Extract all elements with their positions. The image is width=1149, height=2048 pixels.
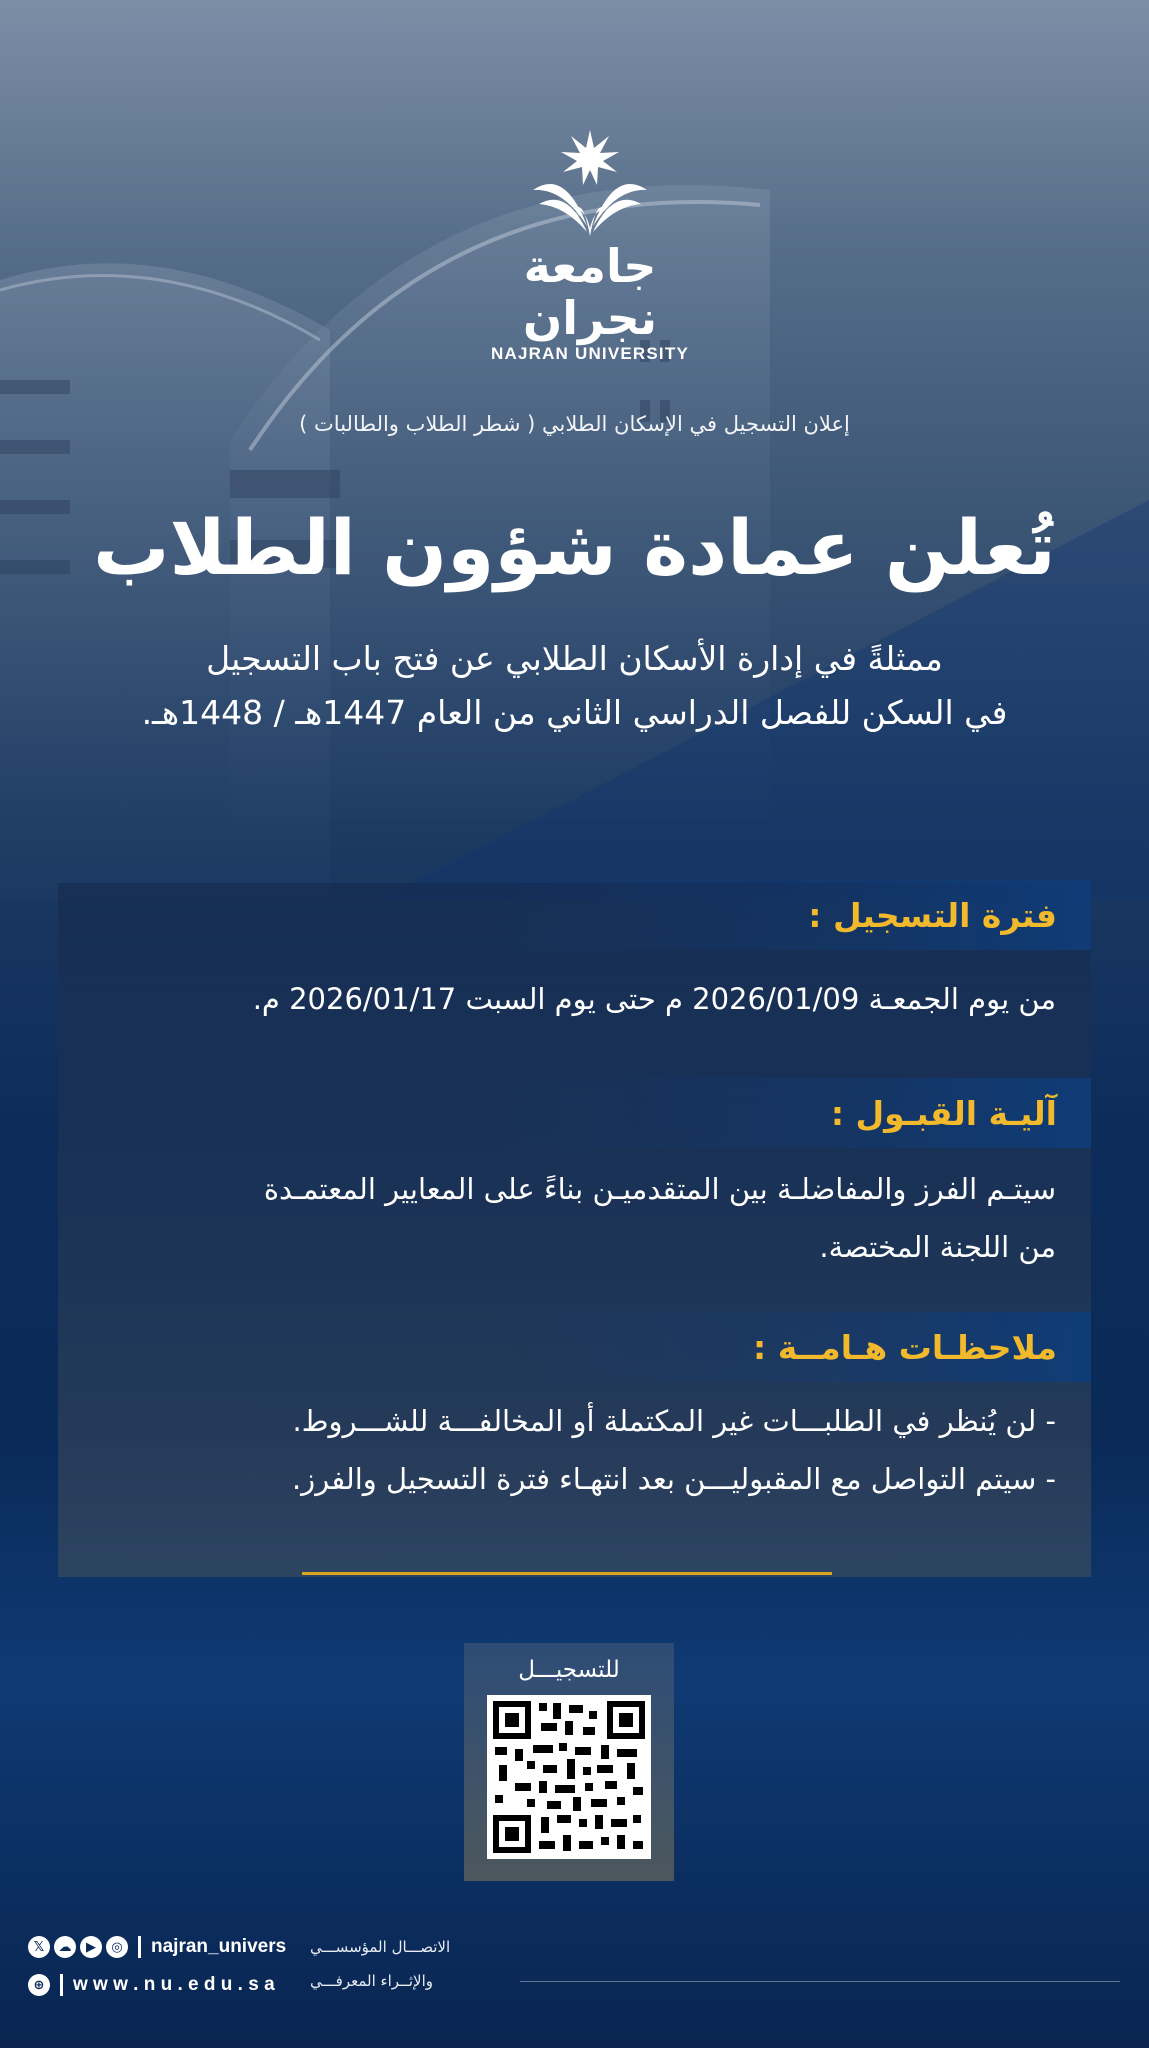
social-row <box>28 1930 286 1964</box>
department-line-2: والإثــراء المعرفـــي <box>310 1972 433 1990</box>
registration-period-text: من يوم الجمعـة 2026/01/09 م حتى يوم السبت 2026/01/17 م. <box>252 982 1056 1016</box>
website-row <box>28 1968 275 2002</box>
globe-icon: ⊕ <box>28 1974 50 1996</box>
university-logo <box>470 128 710 363</box>
announcement-intro <box>0 632 1149 740</box>
department-line-1: الاتصـــال المؤسســـي <box>310 1938 451 1956</box>
soundcloud-icon[interactable]: ☁ <box>54 1936 76 1958</box>
announcement-title: تُعلن عمادة شؤون الطلاب <box>93 503 1056 592</box>
footer-separator <box>138 1936 141 1958</box>
star-crest-icon <box>525 128 655 238</box>
qr-section <box>464 1643 674 1881</box>
notes-heading-bar <box>497 1312 1091 1382</box>
university-name-arabic: جامعة نجران <box>522 239 658 345</box>
qr-label: للتسجيـــل <box>518 1657 620 1683</box>
announcement-subtitle: إعلان التسجيل في الإسكان الطلابي ( شطر الطلاب والطالبات ) <box>299 412 850 436</box>
acceptance-line-1: سيتـم الفرز والمفاضلـة بين المتقدميـن بناءً على المعايير المعتمـدة <box>263 1172 1056 1206</box>
website-link[interactable]: w w w . n u . e d u . s a <box>73 1974 275 1995</box>
registration-heading-bar <box>497 880 1091 950</box>
instagram-icon[interactable]: ◎ <box>106 1936 128 1958</box>
gold-divider <box>302 1572 832 1575</box>
registration-heading: فترة التسجيل : <box>808 895 1057 935</box>
x-icon[interactable]: 𝕏 <box>28 1936 50 1958</box>
footer <box>0 1930 1149 2020</box>
registration-qr-code[interactable] <box>487 1695 651 1859</box>
note-item-1: - لن يُنظر في الطلبـــات غير المكتملة أو المخالفـــة للشـــروط. <box>292 1404 1056 1438</box>
acceptance-heading-bar <box>497 1078 1091 1148</box>
intro-line-2: في السكن للفصل الدراسي الثاني من العام 1447هـ / 1448هـ. <box>141 693 1008 732</box>
acceptance-heading: آليـة القبـول : <box>830 1093 1057 1133</box>
youtube-icon[interactable]: ▶ <box>80 1936 102 1958</box>
notes-list <box>136 1392 1056 1508</box>
social-handle[interactable]: najran_univers <box>151 1936 287 1957</box>
acceptance-text <box>136 1160 1056 1276</box>
acceptance-line-2: من اللجنة المختصة. <box>819 1230 1056 1264</box>
university-name-english: NAJRAN UNIVERSITY <box>491 344 689 363</box>
notes-heading: ملاحظـات هـامــة : <box>753 1327 1057 1367</box>
footer-rule <box>520 1981 1120 1982</box>
intro-line-1: ممثلةً في إدارة الأسكان الطلابي عن فتح باب التسجيل <box>206 639 943 678</box>
footer-separator <box>60 1974 63 1996</box>
note-item-2: - سيتم التواصل مع المقبوليـــن بعد انتهـاء فترة التسجيل والفرز. <box>291 1462 1056 1496</box>
